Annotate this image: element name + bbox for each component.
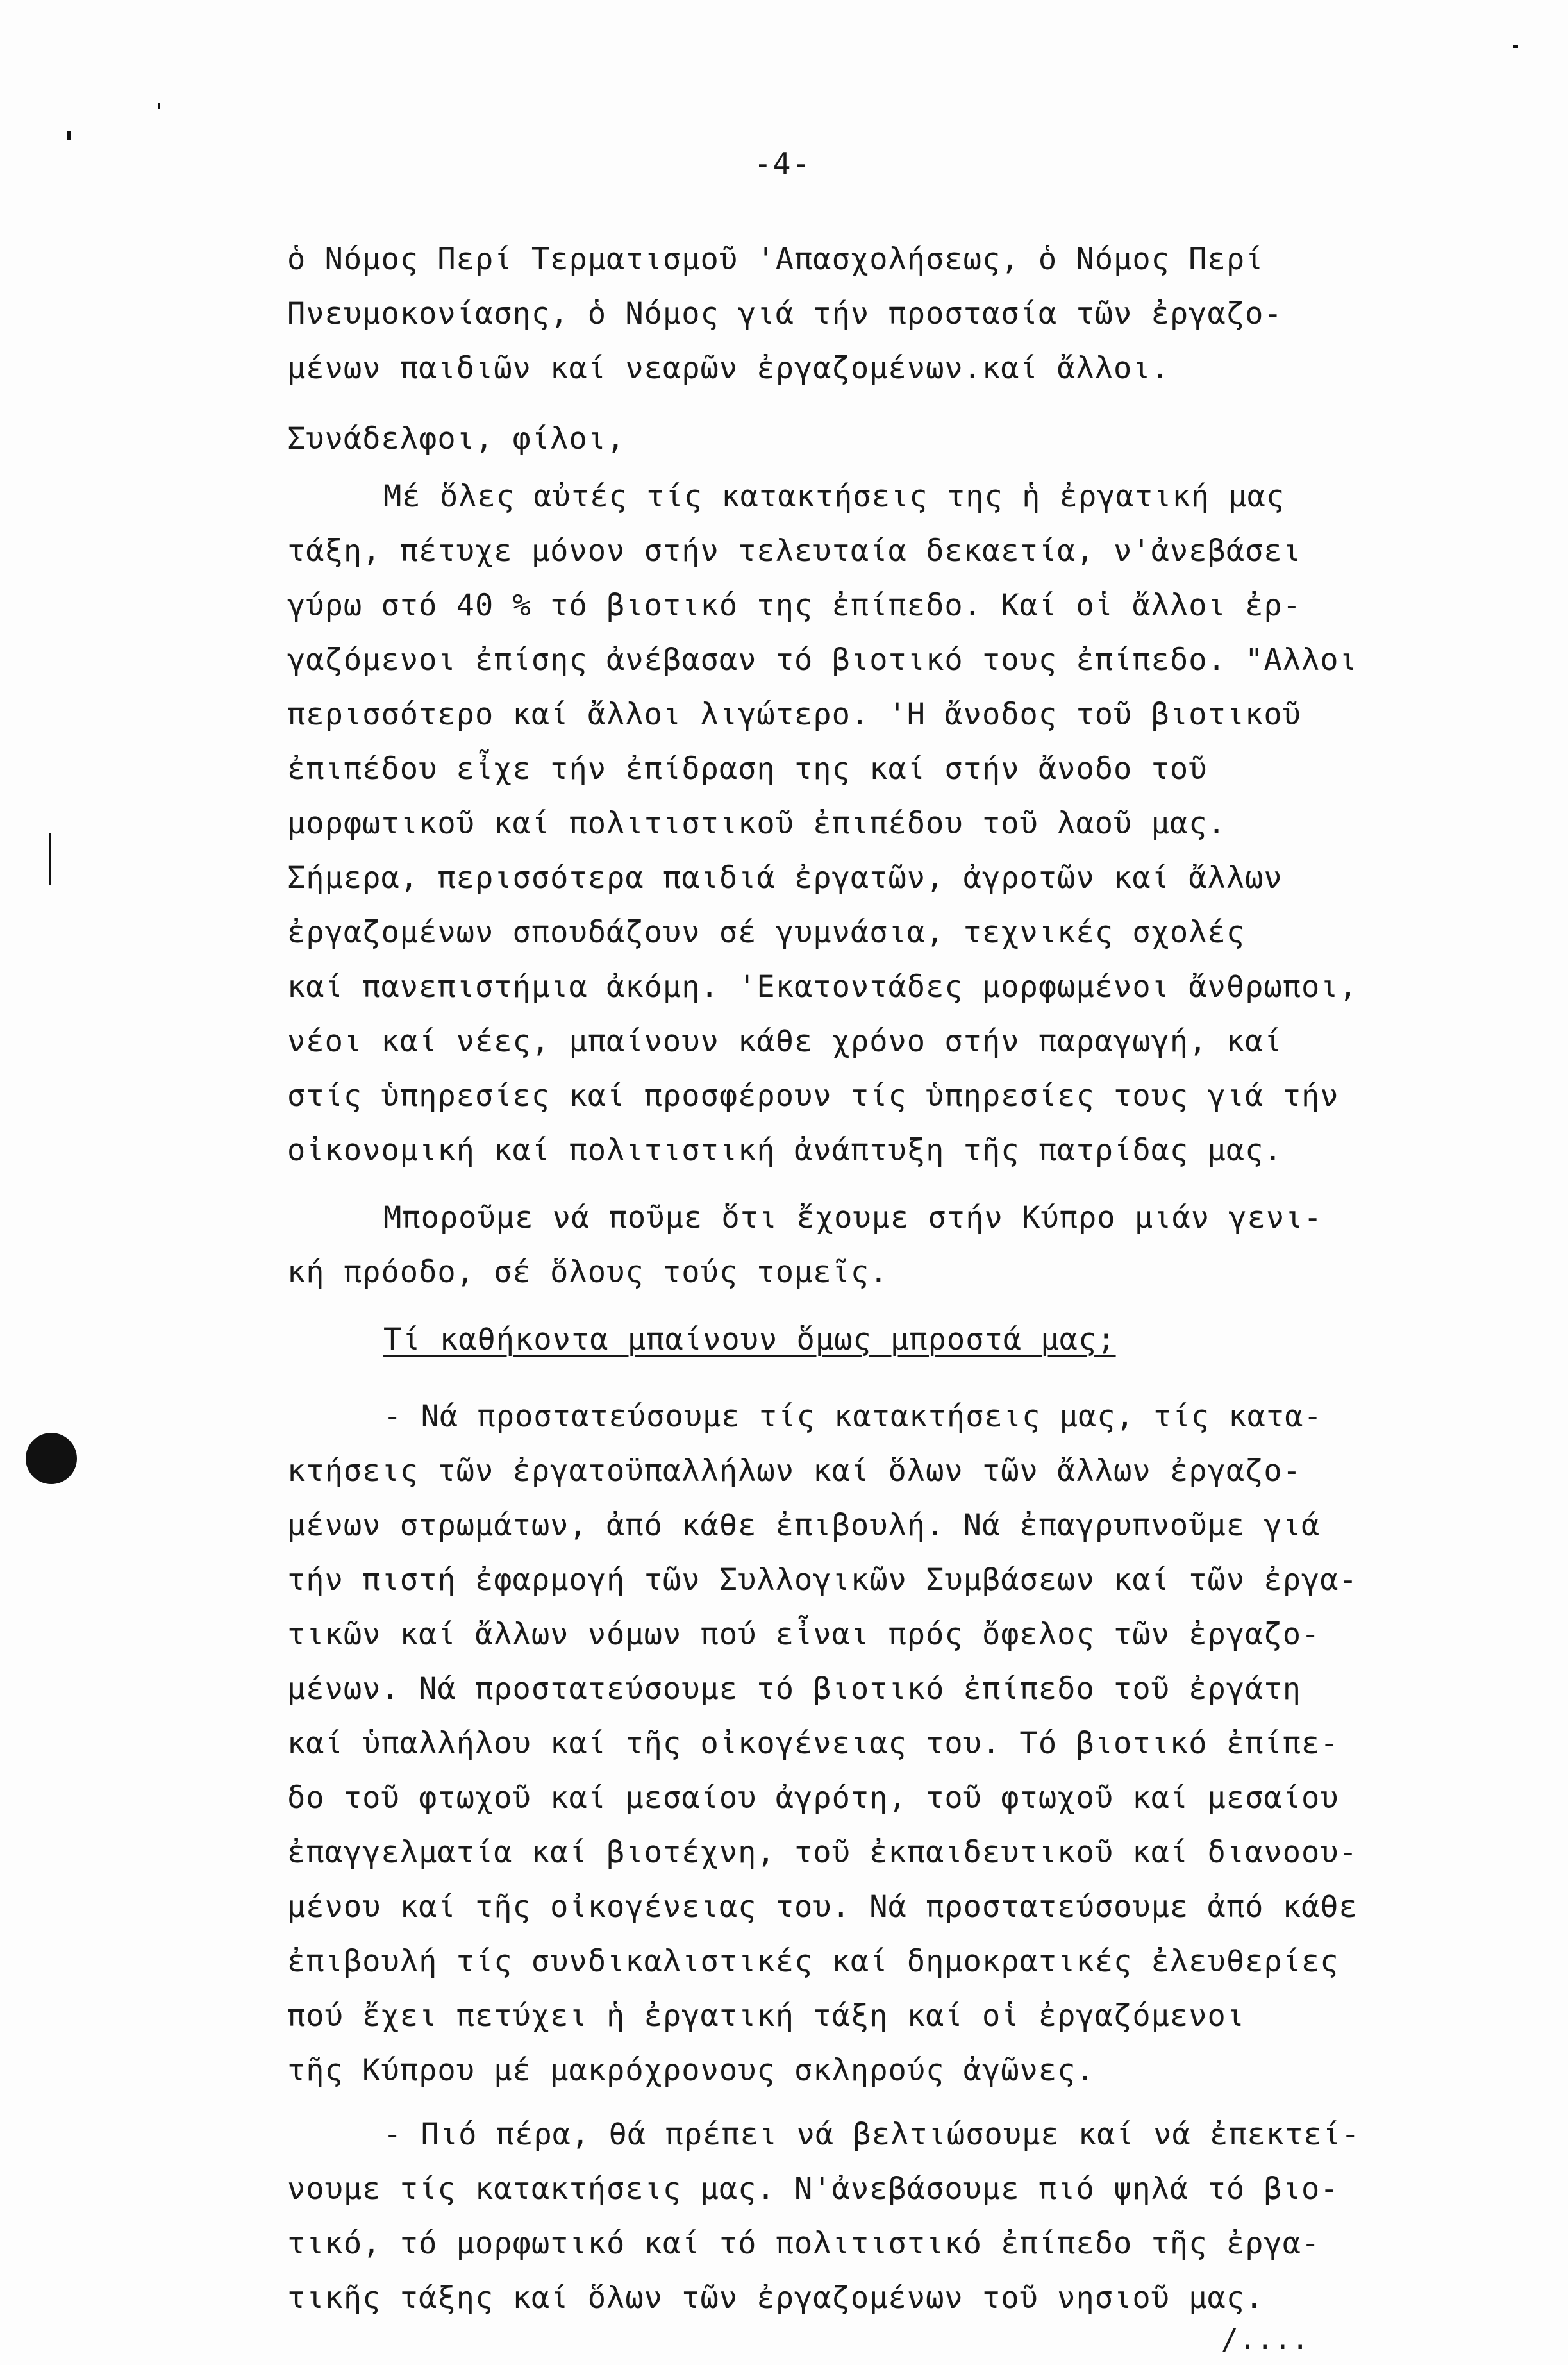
text-line: νουμε τίς κατακτήσεις μας. Ν'ἀνεβάσουμε πιό ψηλά τό βιο- — [287, 2171, 1339, 2207]
text-line: Μέ ὅλες αὐτές τίς κατακτήσεις της ἡ ἐργατική μας — [383, 479, 1285, 514]
text-line: περισσότερο καί ἄλλοι λιγώτερο. 'Η ἄνοδος τοῦ βιοτικοῦ — [287, 697, 1302, 732]
text-line: μένων στρωμάτων, ἀπό κάθε ἐπιβουλή. Νά ἐπαγρυπνοῦμε γιά — [287, 1508, 1321, 1543]
text-line: μορφωτικοῦ καί πολιτιστικοῦ ἐπιπέδου τοῦ λαοῦ μας. — [287, 806, 1226, 841]
text-line: Σήμερα, περισσότερα παιδιά ἐργατῶν, ἀγροτῶν καί ἄλλων — [287, 860, 1283, 896]
scan-speck — [158, 103, 160, 109]
text-line: καί πανεπιστήμια ἀκόμη. 'Εκατοντάδες μορφωμένοι ἄνθρωποι, — [287, 969, 1358, 1005]
text-line: γύρω στό 40 % τό βιοτικό της ἐπίπεδο. Καί οἱ ἄλλοι ἐρ- — [287, 588, 1302, 623]
text-line: ἐπαγγελματία καί βιοτέχνη, τοῦ ἐκπαιδευτικοῦ καί διανοου- — [287, 1835, 1358, 1870]
text-line: δο τοῦ φτωχοῦ καί μεσαίου ἀγρότη, τοῦ φτωχοῦ καί μεσαίου — [287, 1780, 1339, 1816]
text-line: μένων παιδιῶν καί νεαρῶν ἐργαζομένων.καί ἄλλοι. — [287, 351, 1170, 386]
text-line: τικό, τό μορφωτικό καί τό πολιτιστικό ἐπίπεδο τῆς ἐργα- — [287, 2226, 1321, 2261]
text-line: ἐπιπέδου εἶχε τήν ἐπίδραση της καί στήν ἄνοδο τοῦ — [287, 751, 1208, 787]
salutation: Συνάδελφοι, φίλοι, — [287, 421, 626, 456]
text-line: ἐπιβουλή τίς συνδικαλιστικές καί δημοκρατικές ἐλευθερίες — [287, 1944, 1339, 1979]
text-line: γαζόμενοι ἐπίσης ἀνέβασαν τό βιοτικό τους ἐπίπεδο. "Αλλοι — [287, 642, 1358, 678]
text-line: τήν πιστή ἐφαρμογή τῶν Συλλογικῶν Συμβάσεων καί τῶν ἐργα- — [287, 1562, 1358, 1598]
page-number: -4- — [754, 146, 812, 181]
text-line: ἐργαζομένων σπουδάζουν σέ γυμνάσια, τεχνικές σχολές — [287, 915, 1246, 950]
text-line: - Νά προστατεύσουμε τίς κατακτήσεις μας, τίς κατα- — [383, 1399, 1322, 1434]
text-line: τικῶν καί ἄλλων νόμων πού εἶναι πρός ὄφελος τῶν ἐργαζο- — [287, 1617, 1321, 1652]
scan-speck — [1513, 45, 1518, 48]
margin-mark — [49, 833, 51, 885]
text-line: ὁ Νόμος Περί Τερματισμοῦ 'Απασχολήσεως, ὁ Νόμος Περί — [287, 242, 1264, 277]
text-line: Πνευμοκονίασης, ὁ Νόμος γιά τήν προστασία τῶν ἐργαζο- — [287, 296, 1283, 331]
text-line: τῆς Κύπρου μέ μακρόχρονους σκληρούς ἀγῶνες. — [287, 2053, 1095, 2088]
scan-speck — [67, 131, 71, 140]
punch-hole-dot — [26, 1433, 77, 1484]
text-line: πού ἔχει πετύχει ἡ ἐργατική τάξη καί οἱ ἐργαζόμενοι — [287, 1998, 1246, 2034]
text-line: Μποροῦμε νά ποῦμε ὅτι ἔχουμε στήν Κύπρο μιάν γενι- — [383, 1200, 1322, 1235]
text-line: τάξη, πέτυχε μόνον στήν τελευταία δεκαετία, ν'ἀνεβάσει — [287, 533, 1302, 569]
text-line: κτήσεις τῶν ἐργατοϋπαλλήλων καί ὅλων τῶν ἄλλων ἐργαζο- — [287, 1453, 1302, 1489]
continuation-mark: /.... — [1221, 2323, 1310, 2356]
text-line: - Πιό πέρα, θά πρέπει νά βελτιώσουμε καί νά ἐπεκτεί- — [383, 2117, 1360, 2152]
section-heading: Τί καθήκοντα μπαίνουν ὅμως μπροστά μας; — [383, 1322, 1116, 1357]
text-line: καί ὑπαλλήλου καί τῆς οἰκογένειας του. Τό βιοτικό ἐπίπε- — [287, 1726, 1339, 1761]
text-line: μένων. Νά προστατεύσουμε τό βιοτικό ἐπίπεδο τοῦ ἐργάτη — [287, 1671, 1302, 1707]
text-line: μένου καί τῆς οἰκογένειας του. Νά προστατεύσουμε ἀπό κάθε — [287, 1889, 1358, 1925]
text-line: στίς ὑπηρεσίες καί προσφέρουν τίς ὑπηρεσίες τους γιά τήν — [287, 1078, 1339, 1114]
text-line: τικῆς τάξης καί ὅλων τῶν ἐργαζομένων τοῦ νησιοῦ μας. — [287, 2280, 1264, 2316]
text-line: κή πρόοδο, σέ ὅλους τούς τομεῖς. — [287, 1255, 888, 1290]
text-line: οἰκονομική καί πολιτιστική ἀνάπτυξη τῆς πατρίδας μας. — [287, 1133, 1283, 1168]
text-line: νέοι καί νέες, μπαίνουν κάθε χρόνο στήν παραγωγή, καί — [287, 1024, 1283, 1059]
